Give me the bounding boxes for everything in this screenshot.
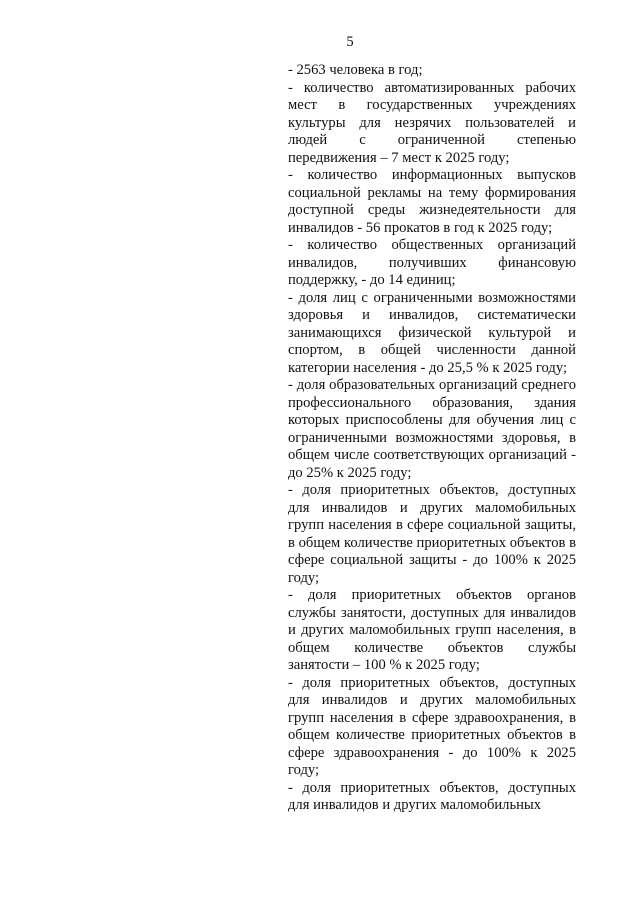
list-item: - доля лиц с ограниченными возможностями здоровья и инвалидов, систематически занимающихся физической культурой и спортом, в общей численности данной категории населения - до 25,5 % к 2025 году;: [288, 289, 576, 376]
list-item: - доля образовательных организаций среднего профессионального образования, здания которых приспособлены для обучения лиц с ограниченными возможностями здоровья, в общем числе соответствующих организаций - до 25% к 2025 году;: [288, 377, 576, 481]
page-number: 5: [346, 34, 354, 50]
list-item: - количество автоматизированных рабочих мест в государственных учреждениях культуры для незрячих пользователей и людей с ограниченной степенью передвижения – 7 мест к 2025 году;: [288, 79, 576, 166]
list-item: - количество общественных организаций инвалидов, получивших финансовую поддержку, - до 14 единиц;: [288, 237, 576, 288]
document-body: [288, 62, 576, 815]
list-item: - доля приоритетных объектов, доступных для инвалидов и других маломобильных: [288, 779, 576, 813]
list-item: - количество информационных выпусков социальной рекламы на тему формирования доступной среды жизнедеятельности для инвалидов - 56 прокатов в год к 2025 году;: [288, 167, 576, 236]
list-item: - доля приоритетных объектов органов службы занятости, доступных для инвалидов и других маломобильных групп населения, в общем количестве объектов службы занятости – 100 % к 2025 году;: [288, 587, 576, 673]
list-item: - 2563 человека в год;: [288, 62, 423, 78]
list-item: - доля приоритетных объектов, доступных для инвалидов и других маломобильных групп населения в сфере социальной защиты, в общем количестве приоритетных объектов в сфере социальной защиты - до 100% к 2025 году;: [288, 482, 576, 586]
list-item: - доля приоритетных объектов, доступных для инвалидов и других маломобильных групп населения в сфере здравоохранения, в общем количестве приоритетных объектов в сфере здравоохранения - до 100% к 2025 году;: [288, 674, 576, 778]
